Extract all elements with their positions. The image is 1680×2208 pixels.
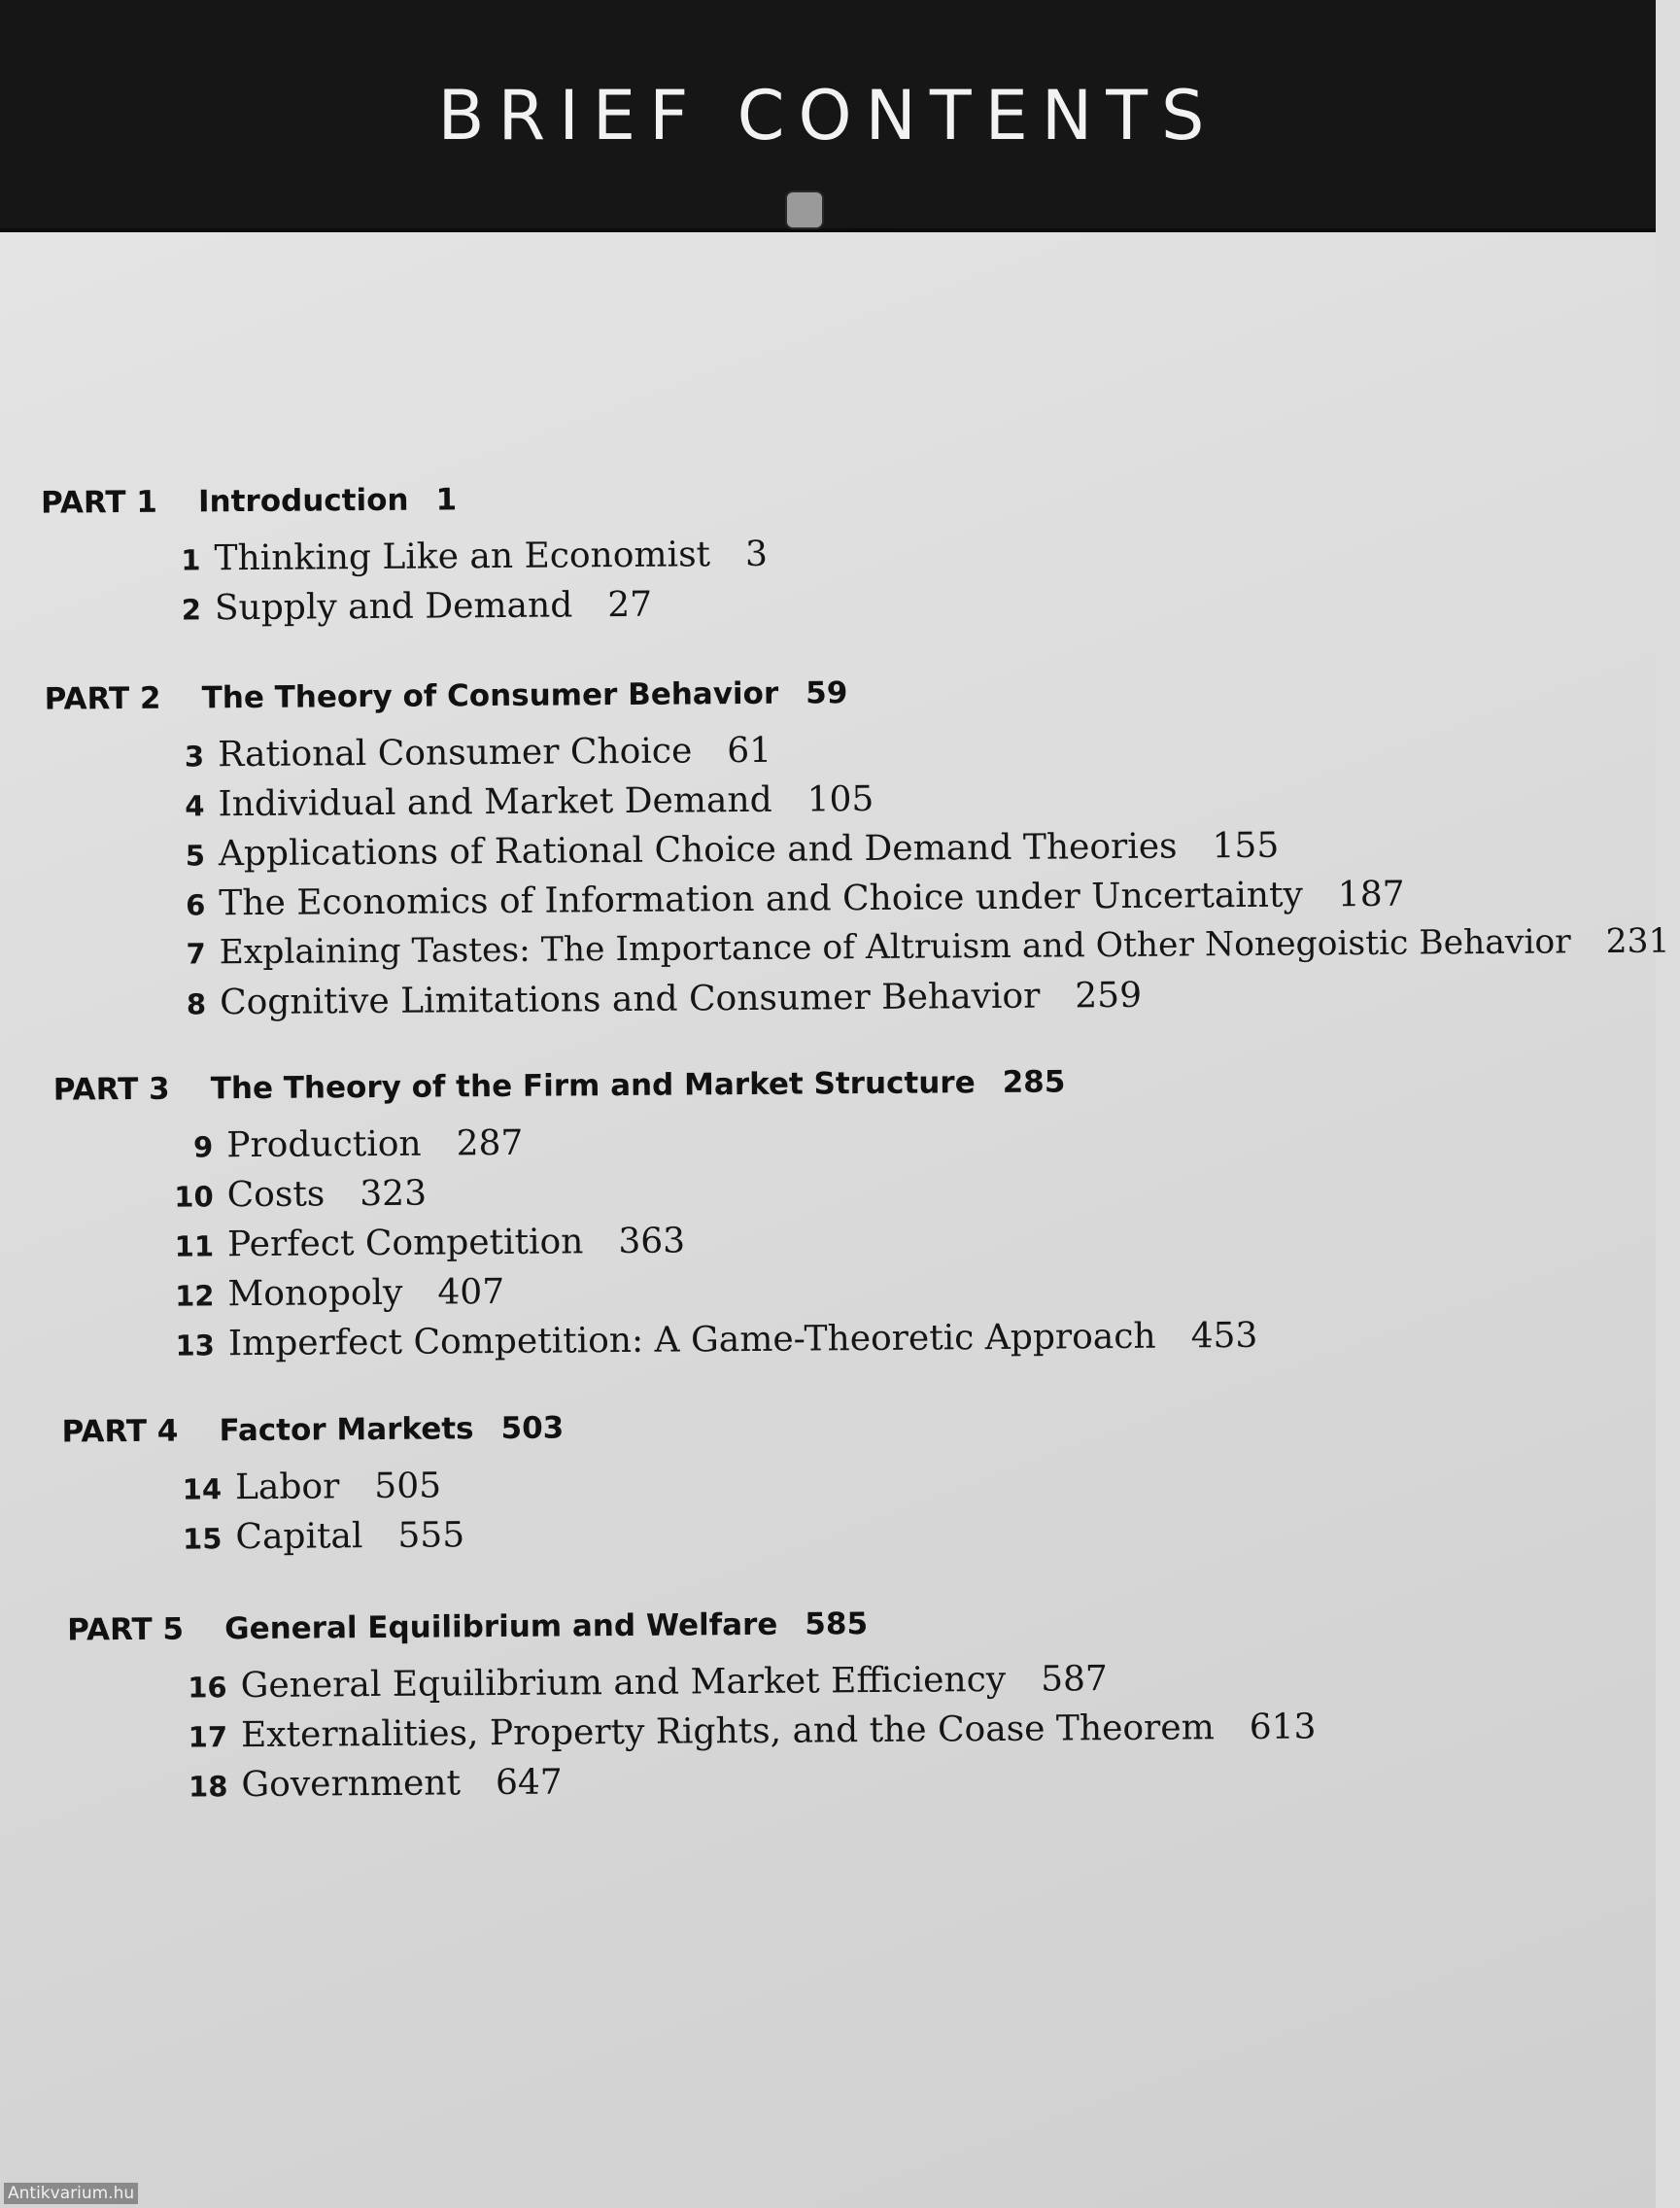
chapter-entry	[177, 1763, 563, 1806]
chapter-page: 187	[1337, 874, 1405, 915]
chapter-entry	[171, 1466, 441, 1507]
chapter-number: 12	[174, 1279, 215, 1313]
chapter-page: 27	[607, 584, 653, 626]
chapter-page: 363	[618, 1221, 686, 1262]
chapter-number: 11	[174, 1229, 215, 1263]
chapter-title: Individual and Market Demand	[218, 779, 772, 825]
chapter-page: 3	[744, 534, 769, 574]
chapter-number: 17	[188, 1720, 228, 1754]
chapter-title: Rational Consumer Choice	[217, 731, 693, 776]
part-page: 585	[805, 1606, 869, 1642]
chapter-title: Imperfect Competition: A Game-Theoretic Approach	[227, 1316, 1156, 1364]
chapter-entry	[176, 1659, 1108, 1707]
chapter-number: 2	[181, 593, 202, 627]
chapter-entry	[162, 1123, 523, 1166]
part-title: General Equilibrium and Welfare	[224, 1606, 778, 1647]
part-page: 285	[1002, 1064, 1066, 1100]
chapter-title: Cognitive Limitations and Consumer Behavior	[219, 976, 1041, 1023]
chapter-entry	[151, 585, 652, 629]
chapter-title: Labor	[234, 1466, 340, 1508]
chapter-page: 505	[374, 1466, 442, 1507]
chapter-page: 105	[806, 778, 874, 820]
chapter-title: Monopoly	[227, 1272, 403, 1315]
chapter-page: 647	[495, 1762, 563, 1804]
chapter-title: Explaining Tastes: The Importance of Altruism and Other Nonegoistic Behavior	[219, 922, 1571, 973]
chapter-entry	[164, 1316, 1258, 1364]
chapter-page: 587	[1040, 1659, 1108, 1700]
part-title: The Theory of the Firm and Market Structure	[210, 1065, 976, 1107]
chapter-number: 14	[182, 1472, 223, 1506]
chapter-entry	[171, 1515, 464, 1557]
chapter-entry	[163, 1174, 428, 1216]
chapter-title: Externalities, Property Rights, and the Coase Theorem	[240, 1708, 1215, 1756]
chapter-title: Applications of Rational Choice and Demand Theories	[218, 826, 1178, 875]
chapter-title: Perfect Competition	[226, 1222, 584, 1265]
chapter-number: 9	[192, 1130, 214, 1164]
chapter-entry	[155, 922, 1670, 973]
chapter-page: 155	[1212, 825, 1280, 867]
chapter-number: 15	[182, 1522, 223, 1556]
chapter-number: 6	[186, 888, 206, 922]
chapter-entry	[154, 875, 1405, 924]
part-label: PART 2	[44, 680, 161, 717]
part-label: PART 5	[67, 1611, 185, 1648]
chapter-number: 10	[174, 1180, 214, 1214]
chapter-number: 13	[175, 1328, 216, 1363]
chapter-number: 4	[185, 789, 205, 823]
chapter-number: 1	[181, 543, 201, 577]
part-page: 59	[806, 675, 848, 711]
chapter-entry	[154, 731, 771, 776]
part-title: Introduction	[197, 482, 409, 520]
chapter-page: 555	[397, 1515, 465, 1556]
chapter-entry	[163, 1222, 685, 1265]
chapter-page: 407	[437, 1271, 505, 1313]
chapter-title: Costs	[226, 1174, 326, 1216]
chapter-entry	[154, 779, 874, 825]
chapter-number: 16	[188, 1671, 227, 1705]
chapter-page: 287	[456, 1122, 524, 1164]
part-label: PART 4	[61, 1413, 179, 1450]
watermark: Antikvarium.hu	[4, 2183, 138, 2204]
chapter-title: The Economics of Information and Choice under Uncertainty	[219, 875, 1303, 924]
chapter-page: 453	[1190, 1315, 1258, 1357]
chapter-entry	[150, 535, 768, 579]
chapter-number: 3	[184, 740, 205, 774]
chapter-title: General Equilibrium and Market Efficiency	[240, 1659, 1007, 1707]
chapter-entry	[177, 1707, 1317, 1755]
part-page: 503	[500, 1410, 565, 1446]
part-heading	[67, 1606, 868, 1647]
chapter-page: 613	[1249, 1707, 1317, 1747]
part-heading	[45, 675, 848, 716]
chapter-page: 61	[727, 730, 772, 772]
part-heading	[53, 1064, 1066, 1107]
chapter-entry	[155, 976, 1142, 1023]
chapter-number: 18	[188, 1770, 228, 1804]
chapter-title: Production	[226, 1123, 422, 1166]
chapter-entry	[154, 826, 1280, 875]
chapter-number: 5	[185, 839, 206, 873]
chapter-number: 8	[186, 987, 207, 1021]
chapter-title: Thinking Like an Economist	[214, 535, 711, 579]
part-heading	[41, 482, 457, 520]
part-label: PART 1	[40, 484, 158, 521]
chapter-page: 323	[360, 1173, 428, 1215]
part-title: Factor Markets	[219, 1411, 474, 1449]
chapter-entry	[163, 1272, 504, 1315]
part-title: The Theory of Consumer Behavior	[201, 675, 779, 716]
page-title: BRIEF CONTENTS	[437, 76, 1218, 155]
part-page: 1	[435, 482, 458, 518]
chapter-title: Government	[241, 1763, 462, 1806]
chapter-page: 231	[1605, 921, 1670, 962]
chapter-number: 7	[186, 937, 206, 971]
part-heading	[61, 1410, 564, 1449]
chapter-page: 259	[1075, 975, 1143, 1017]
part-label: PART 3	[52, 1071, 170, 1108]
chapter-title: Supply and Demand	[214, 585, 573, 629]
chapter-title: Capital	[235, 1516, 363, 1558]
